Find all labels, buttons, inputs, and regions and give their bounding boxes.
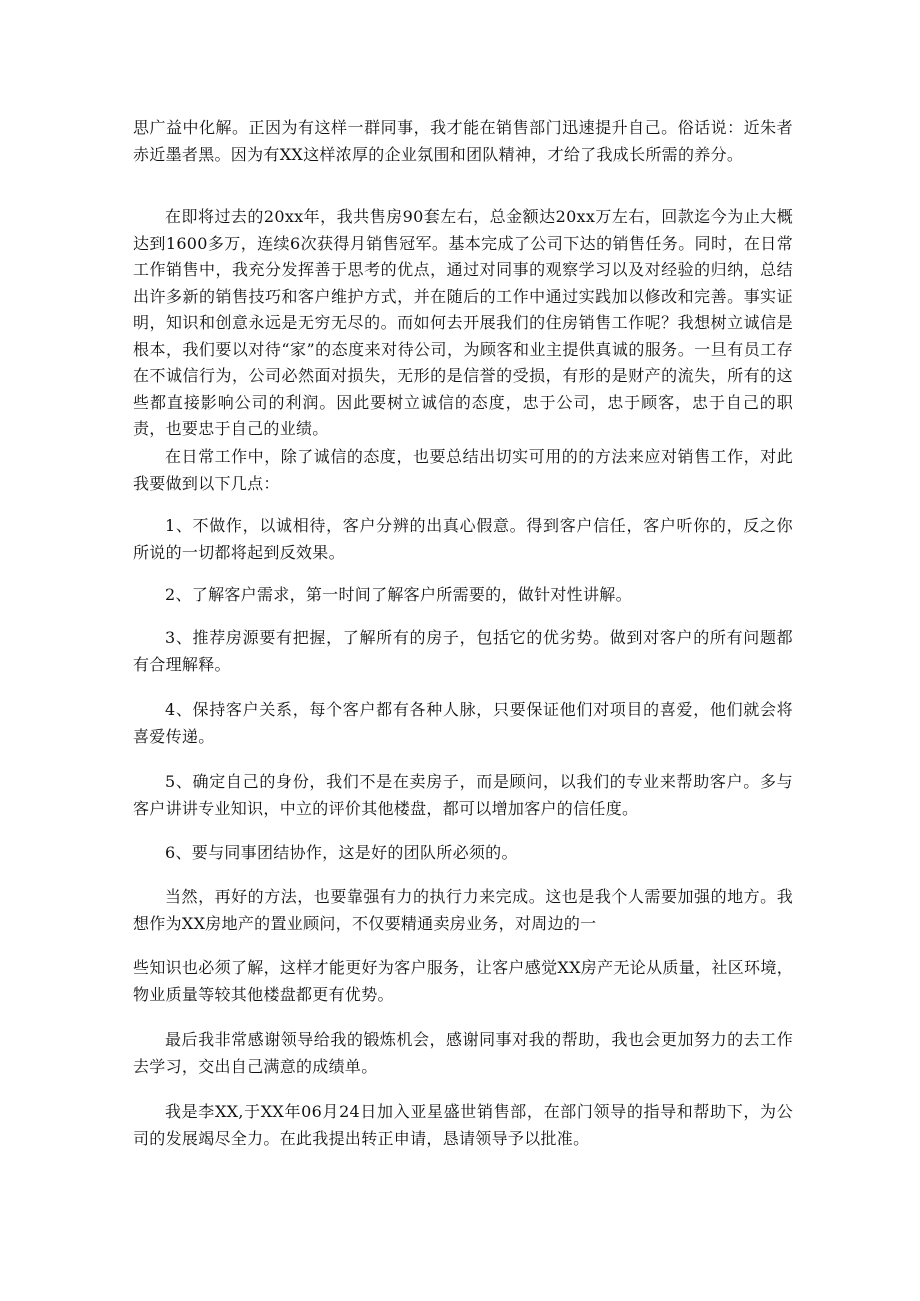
- paragraph-methods-intro: 在日常工作中，除了诚信的态度，也要总结出切实可用的的方法来应对销售工作，对此我要做到以下几点：: [133, 447, 793, 493]
- paragraph-thanks: 最后我非常感谢领导给我的锻炼机会，感谢同事对我的帮助，我也会更加努力的去工作去学习，交出自己满意的成绩单。: [133, 1030, 793, 1076]
- paragraph-application: 我是李XX,于XX年06月24日加入亚星盛世销售部，在部门领导的指导和帮助下，为公司的发展竭尽全力。在此我提出转正申请，恳请领导予以批准。: [133, 1102, 793, 1148]
- paragraph-point-4: 4、保持客户关系，每个客户都有各种人脉，只要保证他们对项目的喜爱，他们就会将喜爱传递。: [133, 700, 793, 746]
- paragraph-point-6: 6、要与同事团结协作，这是好的团队所必须的。: [165, 843, 518, 862]
- paragraph-point-3: 3、推荐房源要有把握，了解所有的房子，包括它的优劣势。做到对客户的所有问题都有合理解释。: [133, 628, 793, 674]
- paragraph-team-spirit: 思广益中化解。正因为有这样一群同事，我才能在销售部门迅速提升自己。俗话说：近朱者赤近墨者黑。因为有XX这样浓厚的企业氛围和团队精神，才给了我成长所需的养分。: [133, 118, 793, 164]
- paragraph-execution: 当然，再好的方法，也要靠强有力的执行力来完成。这也是我个人需要加强的地方。我想作为XX房地产的置业顾问，不仅要精通卖房业务，对周边的一: [133, 887, 793, 933]
- paragraph-point-2: 2、了解客户需求，第一时间了解客户所需要的，做针对性讲解。: [165, 585, 632, 604]
- paragraph-point-5: 5、确定自己的身份，我们不是在卖房子，而是顾问，以我们的专业来帮助客户。多与客户讲讲专业知识，中立的评价其他楼盘，都可以增加客户的信任度。: [133, 772, 793, 818]
- paragraph-execution-cont: 些知识也必须了解，这样才能更好为客户服务，让客户感觉XX房产无论从质量，社区环境，物业质量等较其他楼盘都更有优势。: [133, 958, 793, 1004]
- paragraph-sales-results: 在即将过去的20xx年，我共售房90套左右，总金额达20xx万左右，回款迄今为止大概达到1600多万，连续6次获得月销售冠军。基本完成了公司下达的销售任务。同时，在日常工作销售中，我充分发挥善于思考的优点，通过对同事的观察学习以及对经验的归纳，总结出许多新的销售技巧和客户维护方式，并在随后的工作中通过实践加以修改和完善。事实证明，知识和创意永远是无穷无尽的。而如何去开展我们的住房销售工作呢？我想树立诚信是根本，我们要以对待“家”的态度来对待公司，为顾客和业主提供真诚的服务。一旦有员工存在不诚信行为，公司必然面对损失，无形的是信誉的受损，有形的是财产的流失，所有的这些都直接影响公司的利润。因此要树立诚信的态度，忠于公司，忠于顾客，忠于自己的职责，也要忠于自己的业绩。: [133, 207, 793, 438]
- paragraph-point-1: 1、不做作，以诚相待，客户分辨的出真心假意。得到客户信任，客户听你的，反之你所说的一切都将起到反效果。: [133, 516, 793, 562]
